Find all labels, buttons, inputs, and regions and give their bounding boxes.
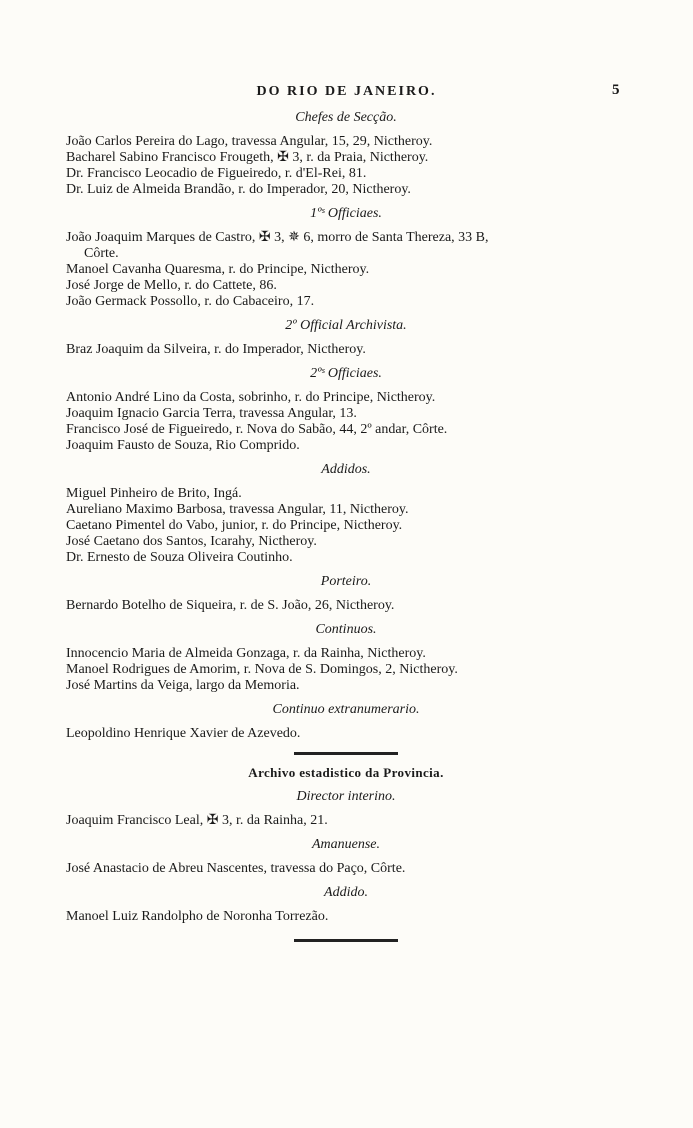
list-item: Aureliano Maximo Barbosa, travessa Angular, 11, Nictheroy.: [66, 502, 409, 517]
list-item: Innocencio Maria de Almeida Gonzaga, r. da Rainha, Nictheroy.: [66, 646, 426, 661]
list-item: João Carlos Pereira do Lago, travessa Angular, 15, 29, Nictheroy.: [66, 134, 433, 149]
list-item: Leopoldino Henrique Xavier de Azevedo.: [66, 726, 301, 741]
list-item: José Anastacio de Abreu Nascentes, travessa do Paço, Côrte.: [66, 861, 406, 876]
list-item: Côrte.: [84, 246, 119, 261]
list-item: Manoel Cavanha Quaresma, r. do Principe, Nictheroy.: [66, 262, 370, 277]
running-title: DO RIO DE JANEIRO.: [256, 84, 437, 99]
section-heading: Chefes de Secção.: [295, 110, 397, 125]
list-item: Manoel Luiz Randolpho de Noronha Torrezão.: [66, 909, 329, 924]
section-heading: 1ºˢ Officiaes.: [310, 206, 382, 221]
list-item: Miguel Pinheiro de Brito, Ingá.: [66, 486, 242, 501]
list-item: Bacharel Sabino Francisco Frougeth, ✠ 3, r. da Praia, Nictheroy.: [66, 150, 429, 165]
list-item: Antonio André Lino da Costa, sobrinho, r. do Principe, Nictheroy.: [66, 390, 436, 405]
section-heading: Addidos.: [321, 462, 371, 477]
list-item: Braz Joaquim da Silveira, r. do Imperador, Nictheroy.: [66, 342, 366, 357]
section-heading: Addido.: [324, 885, 368, 900]
section-heading: 2ºˢ Officiaes.: [310, 366, 382, 381]
list-item: Caetano Pimentel do Vabo, junior, r. do Principe, Nictheroy.: [66, 518, 403, 533]
list-item: João Joaquim Marques de Castro, ✠ 3, ✵ 6, morro de Santa Thereza, 33 B,: [66, 230, 489, 245]
end-divider: [294, 939, 398, 942]
list-item: Dr. Ernesto de Souza Oliveira Coutinho.: [66, 550, 293, 565]
section-heading: 2º Official Archivista.: [285, 318, 407, 333]
list-item: Dr. Francisco Leocadio de Figueiredo, r. d'El-Rei, 81.: [66, 166, 367, 181]
list-item: Manoel Rodrigues de Amorim, r. Nova de S. Domingos, 2, Nictheroy.: [66, 662, 458, 677]
list-item: Dr. Luiz de Almeida Brandão, r. do Imperador, 20, Nictheroy.: [66, 182, 411, 197]
section-heading: Amanuense.: [311, 837, 381, 852]
section-heading: Continuos.: [315, 622, 377, 637]
list-item: Bernardo Botelho de Siqueira, r. de S. João, 26, Nictheroy.: [66, 598, 395, 613]
list-item: Francisco José de Figueiredo, r. Nova do Sabão, 44, 2º andar, Côrte.: [66, 422, 448, 437]
list-item: Joaquim Fausto de Souza, Rio Comprido.: [66, 438, 300, 453]
archive-title: Archivo estadistico da Provincia.: [248, 765, 444, 780]
list-item: João Germack Possollo, r. do Cabaceiro, 17.: [66, 294, 315, 309]
list-item: José Martins da Veiga, largo da Memoria.: [66, 678, 300, 693]
list-item: Joaquim Ignacio Garcia Terra, travessa Angular, 13.: [66, 406, 357, 421]
list-item: José Caetano dos Santos, Icarahy, Nictheroy.: [66, 534, 317, 549]
list-item: José Jorge de Mello, r. do Cattete, 86.: [66, 278, 277, 293]
page-number: 5: [612, 82, 620, 98]
section-heading: Continuo extranumerario.: [272, 702, 420, 717]
section-heading: Porteiro.: [320, 574, 372, 589]
section-divider: [294, 752, 398, 755]
list-item: Joaquim Francisco Leal, ✠ 3, r. da Rainha, 21.: [66, 813, 328, 828]
directory-content: [66, 108, 626, 952]
section-heading: Director interino.: [296, 789, 396, 804]
